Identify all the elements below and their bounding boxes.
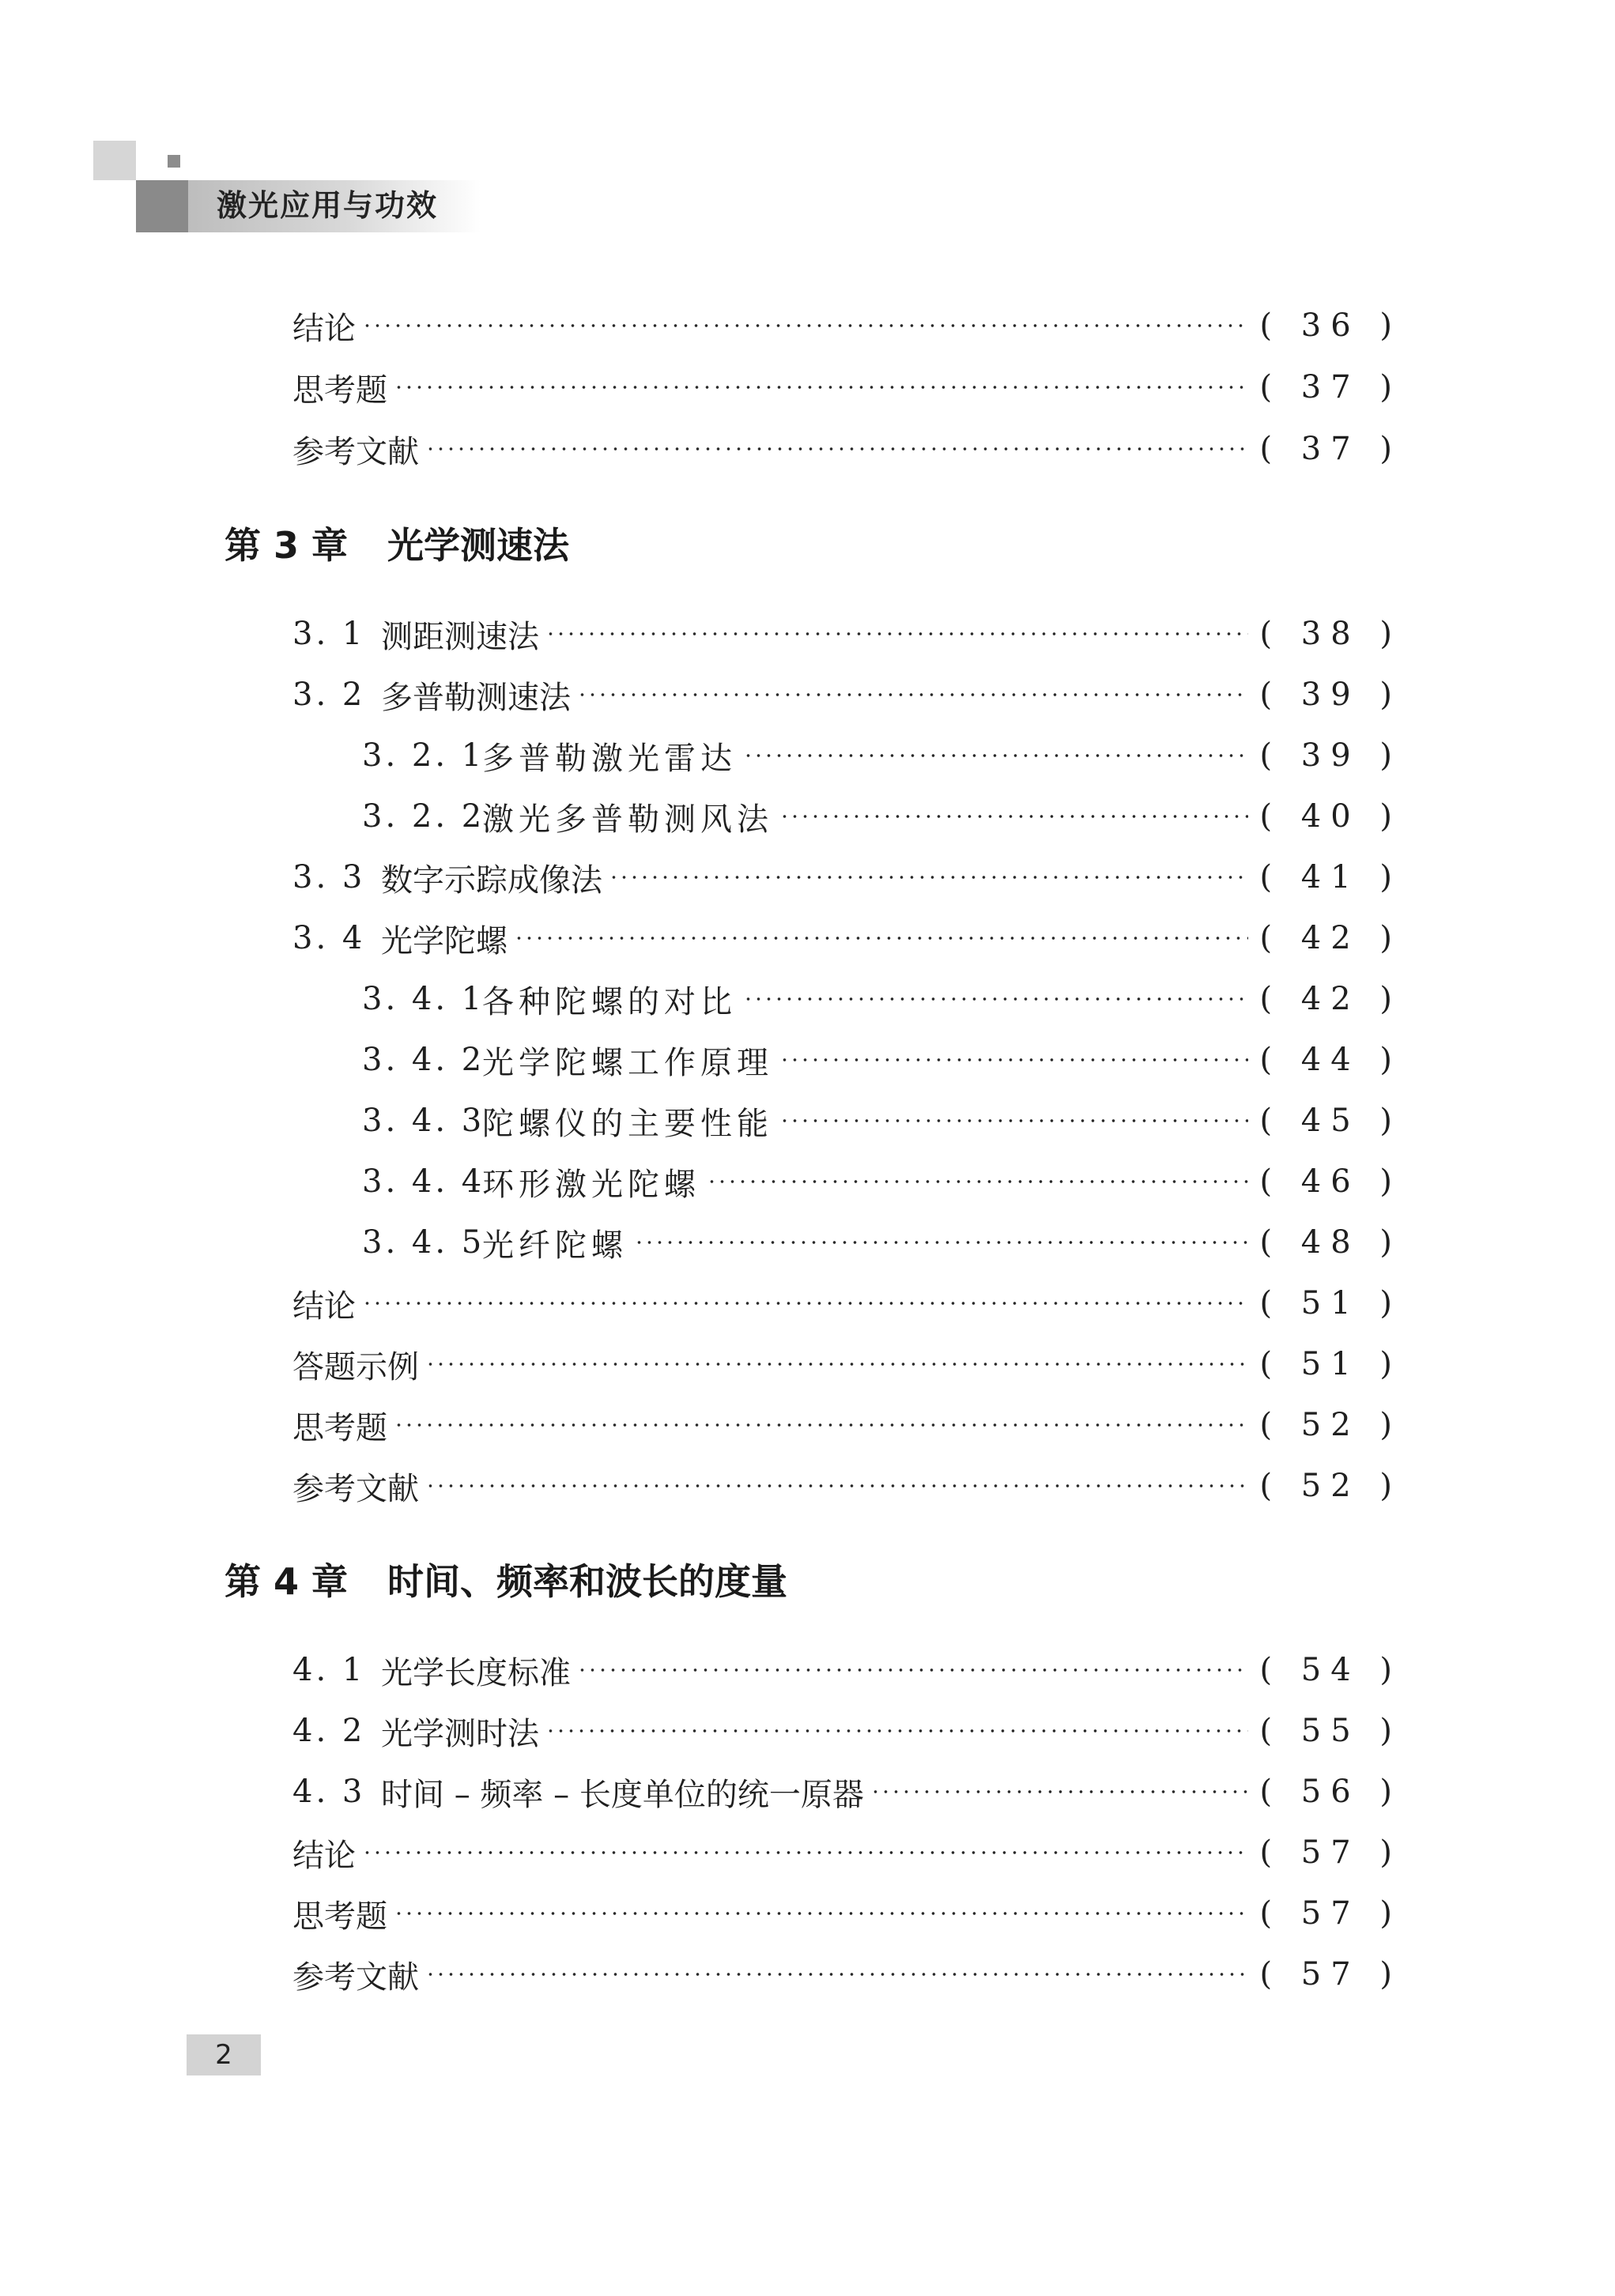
toc-entry-page: ( 48 ) [1259,1224,1402,1261]
toc-leader-dots [577,691,1248,699]
toc-entry-references[interactable] [292,425,1402,473]
toc-entry-page: ( 54 ) [1259,1652,1402,1688]
toc-entry-3-2-1[interactable] [362,732,1402,779]
toc-entry-label: 激光多普勒测风法 [482,801,773,838]
toc-entry-label: 光学陀螺工作原理 [482,1044,773,1081]
toc-entry-label: 结论 [292,310,356,347]
toc-leader-dots [577,1666,1248,1674]
toc-entry-conclusion[interactable] [292,1280,1402,1327]
toc-entry-number: 4. 2 [292,1713,366,1749]
toc-entry-label: 光学测时法 [381,1715,539,1752]
toc-leader-dots [394,1421,1248,1429]
toc-entry-3-3[interactable] [292,854,1402,901]
toc-entry-page: ( 42 ) [1259,981,1402,1017]
toc-entry-label: 光纤陀螺 [482,1227,628,1264]
toc-leader-dots [743,995,1248,1003]
toc-leader-dots [545,630,1248,638]
toc-entry-label: 多普勒测速法 [381,679,571,716]
toc-entry-number: 3. 4. 2 [362,1042,485,1078]
toc-entry-label: 参考文献 [292,1959,419,1996]
toc-leader-dots [514,934,1248,942]
toc-entry-page: ( 52 ) [1259,1468,1402,1504]
toc-leader-dots [870,1788,1249,1796]
toc-leader-dots [425,1360,1248,1368]
toc-entry-page: ( 57 ) [1259,1895,1402,1932]
toc-entry-3-4-5[interactable] [362,1219,1402,1266]
toc-entry-page: ( 39 ) [1259,737,1402,774]
page-number: 2 [215,2039,232,2071]
toc-entry-page: ( 51 ) [1259,1346,1402,1382]
toc-leader-dots [362,1299,1248,1307]
toc-entry-questions[interactable] [292,1401,1402,1449]
running-header-title: 激光应用与功效 [217,188,439,223]
toc-entry-page: ( 51 ) [1259,1285,1402,1321]
toc-entry-3-4-3[interactable] [362,1097,1402,1144]
toc-entry-number: 3. 4. 1 [362,981,485,1017]
toc-entry-answer-examples[interactable] [292,1340,1402,1388]
toc-entry-label: 参考文献 [292,1470,419,1507]
toc-entry-number: 3. 3 [292,859,366,895]
toc-leader-dots [425,1482,1248,1490]
toc-entry-number: 3. 4 [292,920,366,956]
header-decoration-square-light [93,141,136,180]
header-decoration-square-small [168,155,180,168]
toc-entry-page: ( 39 ) [1259,677,1402,713]
toc-entry-3-2[interactable] [292,671,1402,718]
toc-entry-label: 结论 [292,1837,356,1874]
chapter-title: 光学测速法 [387,524,570,567]
toc-entry-3-4-1[interactable] [362,975,1402,1023]
toc-entry-label: 思考题 [292,1409,387,1446]
toc-entry-page: ( 45 ) [1259,1103,1402,1139]
toc-entry-3-4-2[interactable] [362,1036,1402,1084]
toc-entry-3-4-4[interactable] [362,1158,1402,1205]
toc-leader-dots [779,812,1248,820]
toc-entry-page: ( 37 ) [1259,369,1402,405]
toc-entry-label: 测距测速法 [381,618,539,655]
toc-entry-number: 3. 1 [292,616,366,652]
toc-entry-page: ( 56 ) [1259,1774,1402,1810]
toc-entry-4-1[interactable] [292,1646,1402,1694]
toc-entry-label: 多普勒激光雷达 [482,740,737,777]
toc-entry-number: 3. 4. 3 [362,1103,485,1139]
toc-entry-3-2-2[interactable] [362,793,1402,840]
toc-entry-conclusion[interactable] [292,1829,1402,1876]
toc-leader-dots [425,1970,1248,1978]
chapter-number: 第 4 章 [225,1560,349,1603]
toc-entry-page: ( 41 ) [1259,859,1402,895]
toc-entry-4-2[interactable] [292,1707,1402,1755]
toc-entry-page: ( 44 ) [1259,1042,1402,1078]
toc-leader-dots [779,1117,1248,1125]
toc-entry-label: 陀螺仪的主要性能 [482,1105,773,1142]
toc-entry-number: 3. 4. 5 [362,1224,485,1261]
chapter-title: 时间、频率和波长的度量 [387,1560,788,1603]
toc-leader-dots [425,445,1248,453]
toc-entry-page: ( 42 ) [1259,920,1402,956]
toc-entry-3-4[interactable] [292,914,1402,962]
toc-entry-conclusion[interactable] [292,302,1402,349]
toc-leader-dots [743,752,1248,760]
toc-entry-page: ( 46 ) [1259,1163,1402,1200]
toc-entry-page: ( 57 ) [1259,1956,1402,1993]
toc-leader-dots [394,383,1248,391]
toc-entry-references[interactable] [292,1951,1402,1998]
toc-entry-label: 各种陀螺的对比 [482,983,737,1020]
chapter-number: 第 3 章 [225,524,349,567]
toc-entry-page: ( 52 ) [1259,1407,1402,1443]
toc-entry-label: 答题示例 [292,1348,419,1386]
toc-entry-page: ( 40 ) [1259,798,1402,835]
chapter-3-heading[interactable] [225,518,569,573]
toc-entry-label: 环形激光陀螺 [482,1166,700,1203]
toc-leader-dots [609,873,1248,881]
toc-entry-label: 结论 [292,1287,356,1325]
toc-entry-references[interactable] [292,1462,1402,1510]
toc-entry-page: ( 38 ) [1259,616,1402,652]
toc-entry-number: 3. 2. 2 [362,798,485,835]
toc-entry-questions[interactable] [292,1890,1402,1937]
toc-entry-label: 时间 – 频率 – 长度单位的统一原器 [381,1776,864,1813]
toc-entry-number: 3. 2. 1 [362,737,485,774]
toc-leader-dots [362,322,1248,330]
toc-leader-dots [779,1056,1248,1064]
toc-entry-label: 思考题 [292,371,387,409]
toc-entry-label: 参考文献 [292,433,419,470]
toc-entry-label: 光学长度标准 [381,1654,571,1691]
toc-entry-label: 思考题 [292,1898,387,1935]
toc-entry-page: ( 57 ) [1259,1834,1402,1871]
toc-leader-dots [362,1849,1248,1857]
toc-entry-4-3[interactable] [292,1768,1402,1815]
toc-entry-label: 光学陀螺 [381,922,508,959]
toc-entry-number: 3. 2 [292,677,366,713]
chapter-4-heading[interactable] [225,1554,787,1609]
toc-entry-label: 数字示踪成像法 [381,861,602,899]
header-decoration-square-dark [136,180,188,232]
toc-leader-dots [394,1910,1248,1917]
toc-entry-number: 3. 4. 4 [362,1163,485,1200]
toc-entry-number: 4. 3 [292,1774,366,1810]
toc-leader-dots [545,1727,1248,1735]
toc-entry-page: ( 36 ) [1259,307,1402,344]
toc-entry-page: ( 37 ) [1259,431,1402,467]
toc-entry-3-1[interactable] [292,610,1402,658]
toc-entry-page: ( 55 ) [1259,1713,1402,1749]
toc-leader-dots [634,1238,1248,1246]
toc-entry-questions[interactable] [292,364,1402,411]
toc-leader-dots [707,1178,1248,1186]
toc-entry-number: 4. 1 [292,1652,366,1688]
